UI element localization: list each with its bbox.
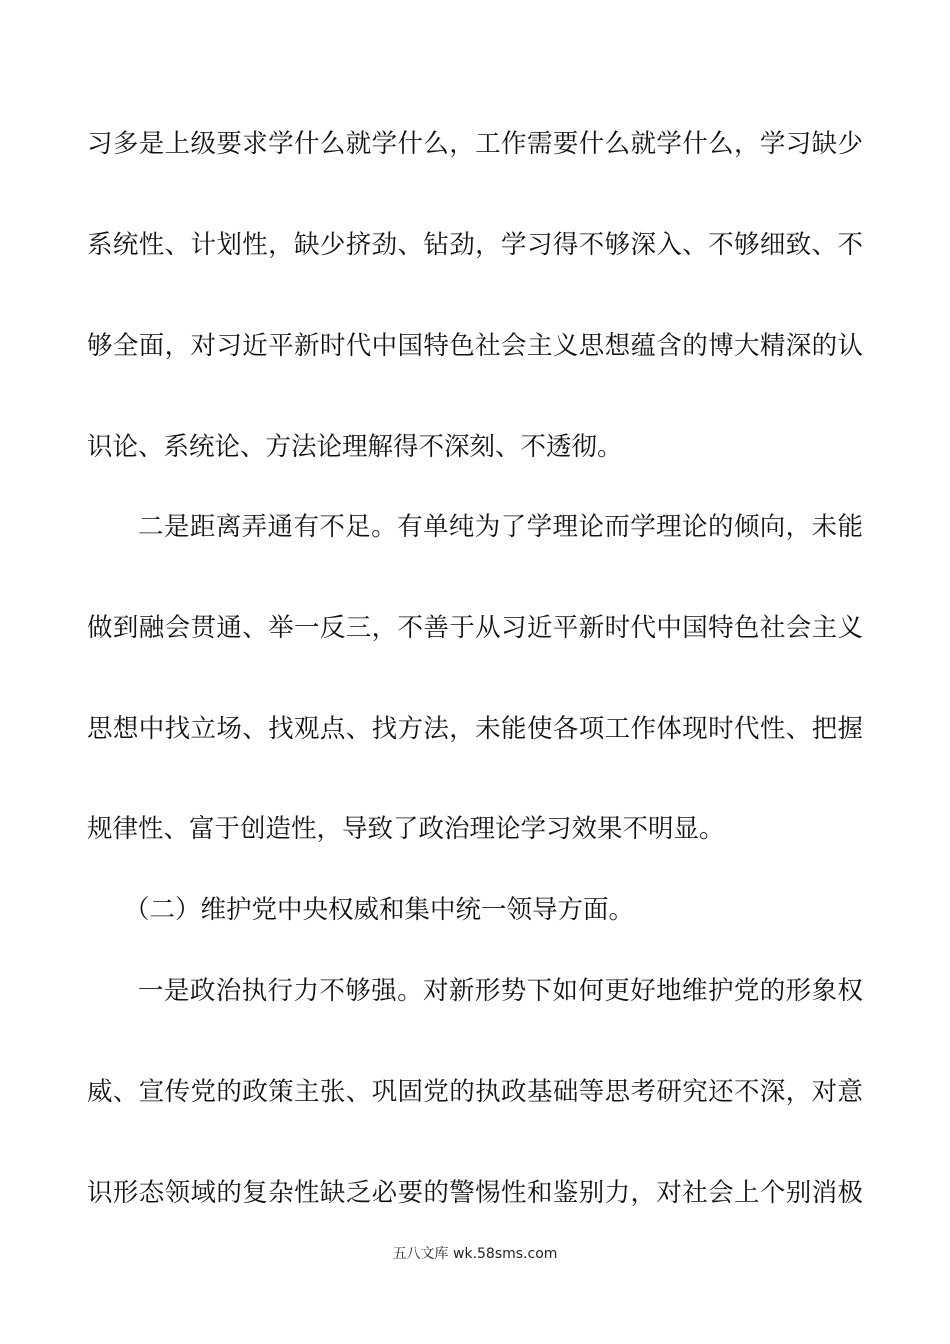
text-line: 威、宣传党的政策主张、巩固党的执政基础等思考研究还不深，对意 [87, 1077, 863, 1107]
footer-watermark: 五八文库 wk.58sms.com [392, 1246, 558, 1262]
text-line: 系统性、计划性，缺少挤劲、钻劲，学习得不够深入、不够细致、不 [87, 230, 863, 260]
text-line: 规律性、富于创造性，导致了政治理论学习效果不明显。 [87, 814, 725, 844]
text-line: 习多是上级要求学什么就学什么，工作需要什么就学什么，学习缺少 [87, 129, 863, 159]
paragraph-first-line: 二是距离弄通有不足。有单纯为了学理论而学理论的倾向，未能 [138, 512, 863, 542]
text-line: 做到融会贯通、举一反三，不善于从习近平新时代中国特色社会主义 [87, 613, 863, 643]
text-line: 思想中找立场、找观点、找方法，未能使各项工作体现时代性、把握 [87, 714, 863, 744]
section-heading: （二）维护党中央权威和集中统一领导方面。 [124, 895, 635, 925]
text-line: 够全面，对习近平新时代中国特色社会主义思想蕴含的博大精深的认 [87, 331, 863, 361]
text-line: 识论、系统论、方法论理解得不深刻、不透彻。 [87, 432, 623, 462]
paragraph-first-line: 一是政治执行力不够强。对新形势下如何更好地维护党的形象权 [138, 976, 863, 1006]
text-line: 识形态领域的复杂性缺乏必要的警惕性和鉴别力，对社会上个别消极 [87, 1178, 863, 1208]
